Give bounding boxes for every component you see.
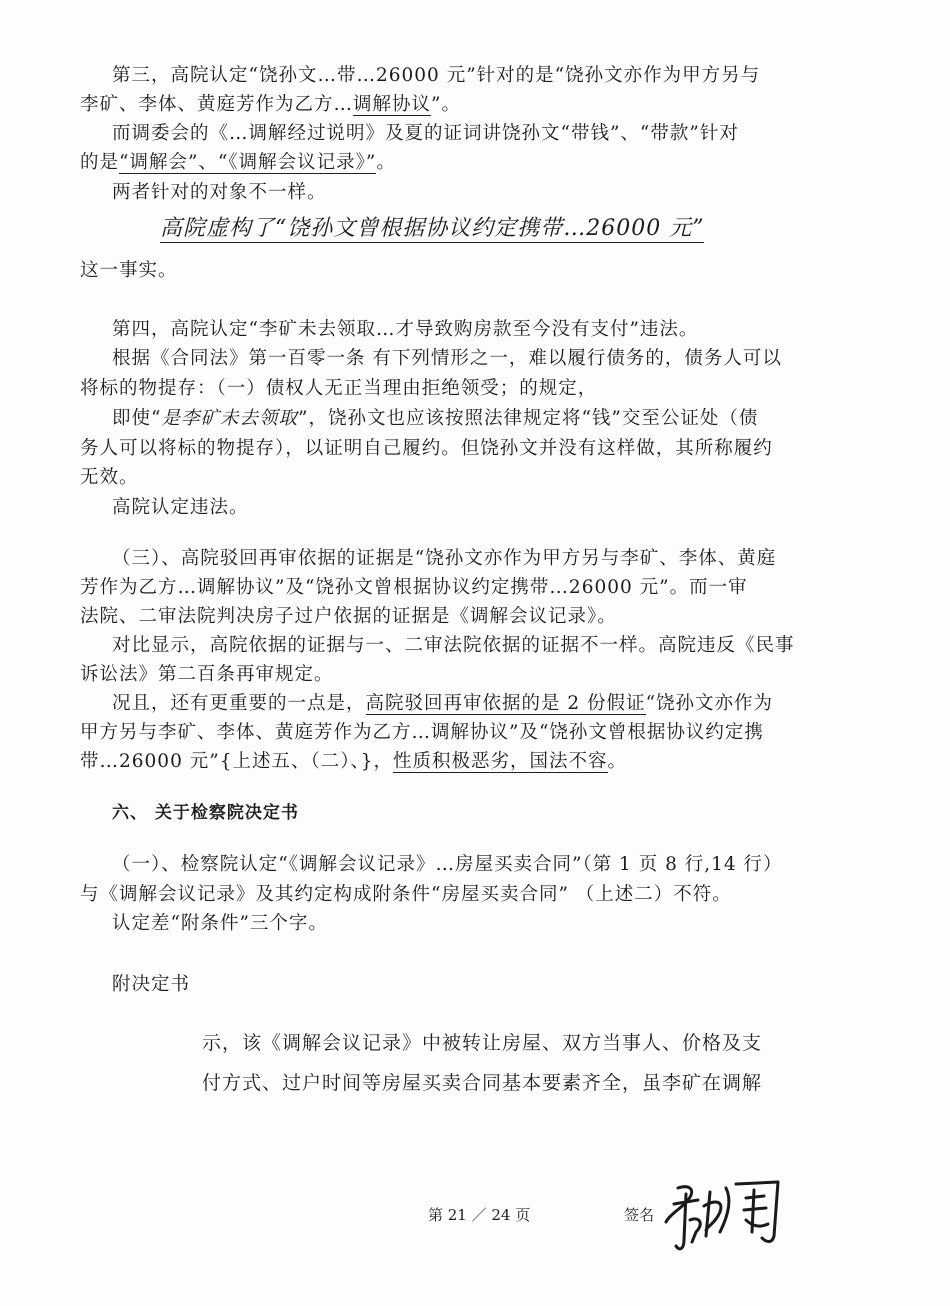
quoted-excerpt: 付方式、过户时间等房屋买卖合同基本要素齐全，虽李矿在调解 [202, 1072, 763, 1094]
text-line: 与《调解会议记录》及其约定构成附条件“房屋买卖合同” （上述二）不符。 [80, 884, 732, 905]
underlined-text: 调解协议 [353, 94, 432, 115]
text-line: 李矿、李体、黄庭芳作为乙方…调解协议”。 [80, 94, 461, 115]
text-line: 第四，高院认定“李矿未去领取…才导致购房款至今没有支付”违法。 [112, 319, 699, 340]
text-line: 根据《合同法》第一百零一条 有下列情形之一，难以履行债务的，债务人可以 [112, 348, 782, 369]
text-line: 芳作为乙方…调解协议”及“饶孙文曾根据协议约定携带…26000 元”。而一审 [80, 577, 748, 598]
text-line: 即使“是李矿未去领取”，饶孙文也应该按照法律规定将“钱”交至公证处（债 [112, 408, 759, 429]
text-line: 附决定书 [112, 974, 191, 995]
text-line: 将标的物提存：（一）债权人无正当理由拒绝领受；的规定， [80, 378, 598, 399]
text-line: 高院认定违法。 [112, 497, 249, 518]
quoted-excerpt: 示，该《调解会议记录》中被转让房屋、双方当事人、价格及支 [202, 1032, 763, 1054]
section-heading: 六、 关于检察院决定书 [112, 803, 299, 823]
underlined-text: 高院驳回再审依据的是 2 份假证 [365, 693, 646, 714]
text-line: 法院、二审法院判决房子过户依据的证据是《调解会议记录》。 [80, 606, 617, 627]
signature-label: 签名 [624, 1206, 655, 1224]
text-line: 两者针对的对象不一样。 [112, 182, 327, 203]
underlined-text: “调解会”、“《调解会议记录》” [119, 152, 377, 173]
text-line: 带…26000 元”{上述五、（二）、}，性质积极恶劣，国法不容。 [80, 751, 628, 772]
text-line: 第三，高院认定“饶孙文…带…26000 元”针对的是“饶孙文亦作为甲方另与 [112, 65, 761, 86]
text-line: 诉讼法》第二百条再审规定。 [80, 664, 334, 685]
text-line: 的是“调解会”、“《调解会议记录》”。 [80, 152, 396, 173]
text-line: 这一事实。 [80, 260, 178, 281]
italic-text: 是李矿未去领取 [161, 408, 298, 429]
underlined-text: 性质积极恶劣，国法不容 [392, 751, 608, 772]
text-line: 无效。 [80, 467, 139, 488]
text-line: 认定差“附条件”三个字。 [112, 913, 328, 934]
text-line: （一）、检察院认定“《调解会议记录》…房屋买卖合同”（第 1 页 8 行,14 行） [112, 854, 783, 875]
text-line: 甲方另与李矿、李体、黄庭芳作为乙方…调解协议”及“饶孙文曾根据协议约定携 [80, 722, 764, 743]
page-number: 第 21 ／ 24 页 [428, 1206, 531, 1224]
text-line: 况且，还有更重要的一点是，高院驳回再审依据的是 2 份假证“饶孙文亦作为 [112, 693, 774, 714]
text-line: （三）、高院驳回再审依据的证据是“饶孙文亦作为甲方另与李矿、李体、黄庭 [112, 548, 777, 569]
text-line: 务人可以将标的物提存），以证明自己履约。但饶孙文并没有这样做，其所称履约 [80, 438, 773, 459]
handwritten-signature-icon [660, 1170, 790, 1260]
text-line: 对比显示，高院依据的证据与一、二审法院依据的证据不一样。高院违反《民事 [112, 635, 795, 656]
emphasized-statement: 高院虚构了“饶孙文曾根据协议约定携带…26000 元” [160, 216, 705, 241]
text-line: 而调委会的《…调解经过说明》及夏的证词讲饶孙文“带钱”、“带款”针对 [112, 123, 739, 144]
